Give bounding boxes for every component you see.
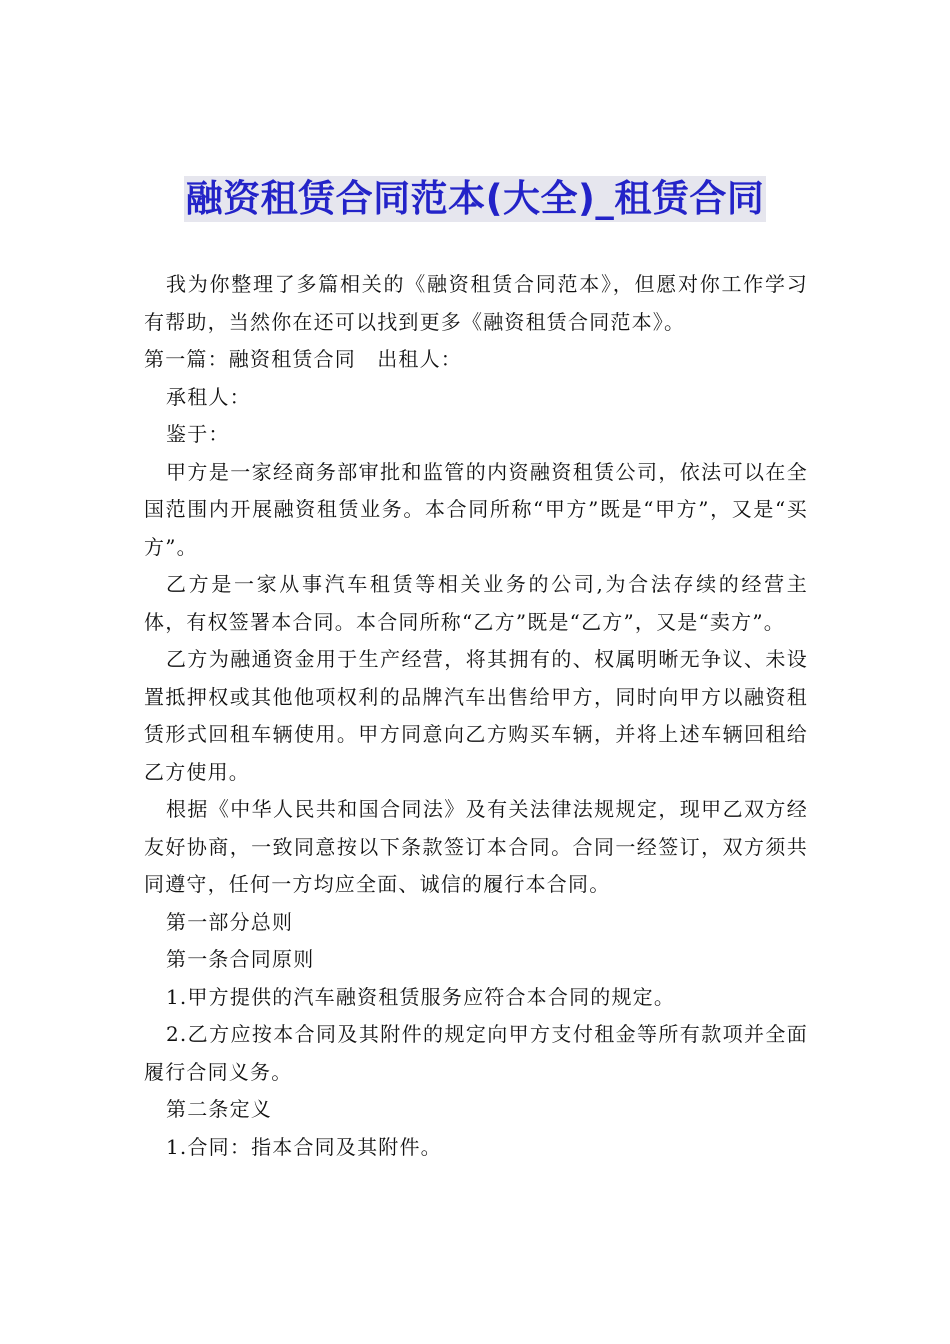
paragraph-article-two-item-1: 1.合同：指本合同及其附件。 (166, 1134, 442, 1159)
paragraph-part-one-heading: 第一部分总则 (166, 909, 294, 934)
document-body (144, 266, 808, 1166)
paragraph-whereas: 鉴于： (166, 422, 230, 446)
paragraph-party-b: 乙方是一家从事汽车租赁等相关业务的公司,为合法存续的经营主体，有权签署本合同。本合同所称“乙方”既是“乙方”，又是“卖方”。 (144, 572, 808, 634)
paragraph-party-a: 甲方是一家经商务部审批和监管的内资融资租赁公司，依法可以在全国范围内开展融资租赁业务。本合同所称“甲方”既是“甲方”，又是“买方”。 (144, 459, 808, 559)
paragraph-article-one-heading: 第一条合同原则 (166, 947, 315, 971)
document-title: 融资租赁合同范本(大全)_租赁合同 (185, 177, 765, 220)
paragraph-intro: 我为你整理了多篇相关的《融资租赁合同范本》，但愿对你工作学习有帮助，当然你在还可以找到更多《融资租赁合同范本》。 (144, 272, 808, 334)
paragraph-article-two-heading: 第二条定义 (166, 1097, 272, 1121)
paragraph-article-one-item-2: 2.乙方应按本合同及其附件的规定向甲方支付租金等所有款项并全面履行合同义务。 (144, 1022, 808, 1084)
paragraph-financing-purpose: 乙方为融通资金用于生产经营，将其拥有的、权属明晰无争议、未设置抵押权或其他他项权利的品牌汽车出售给甲方，同时向甲方以融资租赁形式回租车辆使用。甲方同意向乙方购买车辆，并将上述车辆回租给乙方使用。 (144, 647, 808, 784)
paragraph-chapter-one-lessor: 第一篇：融资租赁合同 出租人： (144, 347, 462, 371)
paragraph-article-one-item-1: 1.甲方提供的汽车融资租赁服务应符合本合同的规定。 (166, 984, 676, 1009)
paragraph-lessee: 承租人： (166, 384, 251, 409)
paragraph-legal-basis: 根据《中华人民共和国合同法》及有关法律法规规定，现甲乙双方经友好协商，一致同意按以下条款签订本合同。合同一经签订，双方须共同遵守，任何一方均应全面、诚信的履行本合同。 (144, 797, 808, 896)
title-container (0, 176, 950, 222)
